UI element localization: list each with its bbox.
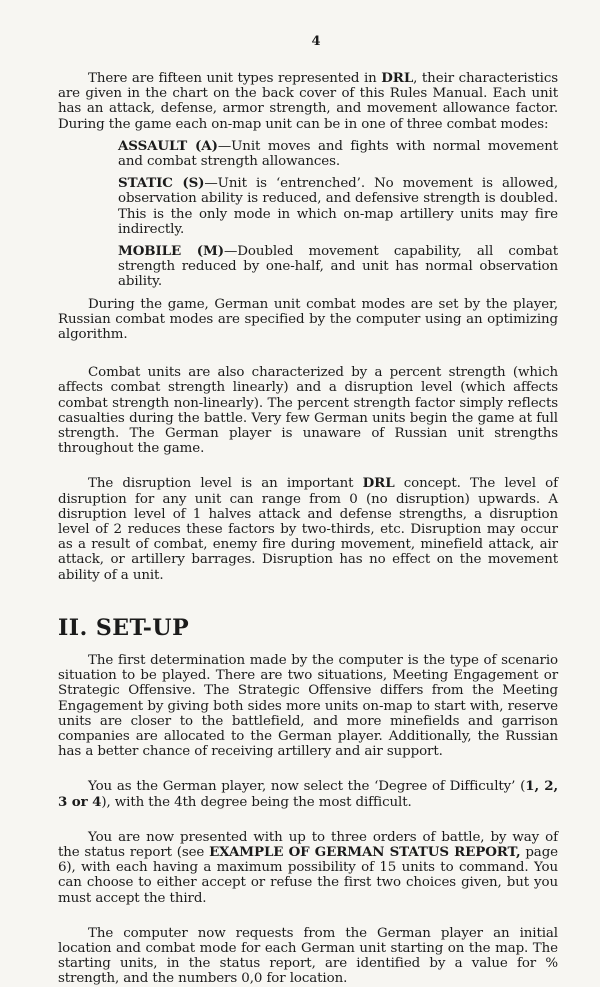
text-run: You are now presented with up to three orders of battle, by way of the status report (see (58, 829, 558, 860)
setup-paragraph-initial-location: The computer now requests from the German player an initial location and combat mode for each German unit starting on the map. The starting units, in the status report, are identified by a value for % strength, and the numbers 0,0 for location. (58, 925, 558, 987)
intro-paragraph-percent-strength: Combat units are also characterized by a percent strength (which affects combat strength linearly) and a disruption level (which affects combat strength non-linearly). The percent strength factor simply reflects casualties during the battle. Very few German units begin the game at full strength. The German player is unaware of Russian unit strengths throughout the game. (58, 365, 558, 457)
intro-paragraph-unit-types (58, 71, 558, 132)
setup-paragraph-scenario: The first determination made by the computer is the type of scenario situation to be played. There are two situations, Meeting Engagement or Strategic Offensive. The Strategic Offensive differs from the Meeting Engagement by giving both sides more units on-map to start with, reserve units are closer to the battlefield, and more minefields and garrison companies are allocated to the German player. Additionally, the Russian has a better chance of receiving artillery and air support. (58, 652, 558, 760)
mode-mobile (118, 244, 558, 290)
text-run: concept. The level of disruption for any unit can range from 0 (no disruption) upwards. A disruption level of 1 halves attack and defense strengths, a disruption level of 2 reduces these factors by two-thirds, etc. Disruption may occur as a result of combat, enemy fire during movement, minefield attack, air attack, or artillery barrages. Disruption has no effect on the movement ability of a unit. (58, 476, 558, 583)
drl-term: DRL (362, 475, 395, 492)
intro-paragraph-combat-modes: During the game, German unit combat modes are set by the player, Russian combat modes are specified by the computer using an optimizing algorithm. (58, 296, 558, 343)
text-run: page 6), with each having a maximum possibility of 15 units to command. You can choose to either accept or refuse the first two choices given, but you must accept the third. (58, 844, 558, 906)
mode-static-term: STATIC (S) (118, 175, 205, 192)
difficulty-levels: 1, 2, 3 or 4 (58, 778, 559, 810)
text-run: ), with the 4th degree being the most difficult. (101, 794, 412, 810)
status-report-reference: EXAMPLE OF GERMAN STATUS REPORT, (209, 843, 521, 860)
mode-mobile-term: MOBILE (M) (118, 243, 224, 260)
intro-paragraph-disruption (58, 476, 558, 582)
text-run: You as the German player, now select the ‘Degree of Difficulty’ ( (88, 779, 526, 795)
drl-term: DRL (381, 70, 414, 86)
setup-paragraph-difficulty (58, 779, 558, 809)
mode-assault-text: —Unit moves and fights with normal movement and combat strength allowances. (118, 138, 558, 170)
text-run: , their characteristics are given in the chart on the back cover of this Rules Manual. Each unit has an attack, defense, armor strength, and movement allowance factor. During the game each on-map unit can be in one of three combat modes: (58, 71, 558, 132)
text-run: There are fifteen unit types represented in (88, 71, 382, 86)
mode-static (118, 176, 558, 237)
mode-mobile-text: —Doubled movement capability, all combat strength reduced by one-half, and unit has normal observation ability. (118, 244, 558, 290)
mode-assault (118, 139, 558, 169)
mode-static-text: —Unit is ‘entrenched’. No movement is allowed, observation ability is reduced, and defensive strength is doubled. This is the only mode in which on-map artillery units may fire indirectly. (118, 176, 558, 237)
section-heading-setup: II. SET-UP (58, 614, 190, 641)
page-number: 4 (311, 34, 321, 49)
setup-paragraph-orders-of-battle (58, 830, 558, 906)
mode-assault-term: ASSAULT (A) (118, 137, 218, 154)
text-run: The disruption level is an important (88, 476, 363, 492)
